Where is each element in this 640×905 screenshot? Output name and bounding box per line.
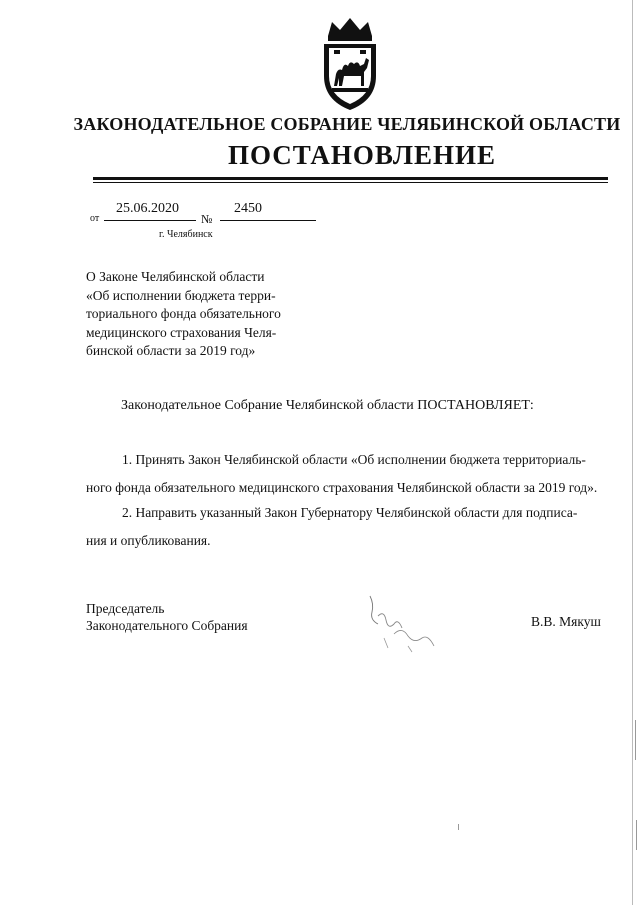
scan-artifact bbox=[635, 720, 636, 760]
scan-artifact bbox=[458, 824, 459, 830]
preamble: Законодательное Собрание Челябинской области ПОСТАНОВЛЯЕТ: bbox=[121, 398, 534, 413]
scan-edge-line bbox=[632, 0, 633, 905]
subject-line: медицинского страхования Челя- bbox=[86, 324, 277, 340]
date-underline bbox=[104, 220, 196, 221]
document-type-title: ПОСТАНОВЛЕНИЕ bbox=[227, 140, 497, 170]
position-line: Председатель bbox=[86, 601, 165, 616]
subject-line: ториального фонда обязательного bbox=[86, 306, 281, 322]
document-date: 25.06.2020 bbox=[116, 201, 179, 216]
from-label: от bbox=[90, 213, 100, 224]
subject-line: О Законе Челябинской области bbox=[86, 269, 265, 284]
handwritten-signature bbox=[364, 590, 444, 660]
subject-line: бинской области за 2019 год» bbox=[86, 343, 256, 359]
organization-name: ЗАКОНОДАТЕЛЬНОЕ СОБРАНИЕ ЧЕЛЯБИНСКОЙ ОБЛАСТИ bbox=[73, 114, 621, 134]
chelyabinsk-coat-of-arms-icon bbox=[314, 14, 386, 114]
document-subject bbox=[86, 268, 298, 361]
item-1-line-1: 1. Принять Закон Челябинской области «Об исполнении бюджета территориаль- bbox=[122, 452, 586, 467]
document-number: 2450 bbox=[234, 201, 262, 216]
signatory-position bbox=[86, 600, 248, 634]
number-underline bbox=[220, 220, 316, 221]
resolution-item-1 bbox=[86, 446, 601, 502]
city-label: г. Челябинск bbox=[159, 229, 213, 240]
scan-artifact bbox=[636, 820, 637, 850]
position-line: Законодательного Собрания bbox=[86, 618, 248, 633]
item-2-line-1: 2. Направить указанный Закон Губернатору Челябинской области для подписа- bbox=[122, 505, 578, 520]
subject-line: «Об исполнении бюджета терри- bbox=[86, 287, 276, 303]
item-2-line-2: ния и опубликования. bbox=[86, 533, 211, 548]
resolution-item-2 bbox=[86, 499, 601, 555]
signatory-name: В.В. Мякуш bbox=[531, 614, 601, 629]
item-1-line-2: ного фонда обязательного медицинского страхования Челябинской области за 2019 год». bbox=[86, 480, 598, 495]
header-divider-thick bbox=[93, 177, 608, 180]
number-label: № bbox=[201, 212, 213, 226]
header-divider-thin bbox=[93, 182, 608, 183]
